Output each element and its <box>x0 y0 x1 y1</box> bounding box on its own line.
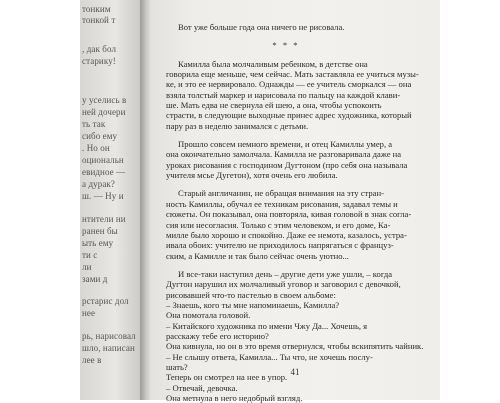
left-text-fragment: а дурак? <box>82 179 115 189</box>
text-line: страсти, в следующие выходные принес адрес художника, который <box>166 110 412 121</box>
text-line: ским, а Камилле и так было сейчас очень уютно... <box>166 250 349 261</box>
left-text-fragment: рь, нарисовал <box>82 331 136 341</box>
left-text-fragment: шло, написан <box>82 343 135 353</box>
text-line: Дугтон нарушил их молчаливый уговор и заговорил с девочкой, <box>166 279 401 290</box>
text-line: Прошло совсем немного времени, и отец Камиллы умер, а <box>178 139 393 150</box>
left-text-fragment: зами д <box>82 274 108 284</box>
text-line: – Отвечай, девочка. <box>166 382 238 393</box>
text-line: Она помотала головой. <box>166 310 251 321</box>
left-page <box>80 0 144 400</box>
paragraph <box>166 139 424 180</box>
text-line: Камилла была молчаливым ребенком, в детстве она <box>178 58 368 69</box>
left-text-fragment: ли <box>82 262 92 272</box>
left-text-fragment: нее <box>82 308 96 318</box>
text-line: взяла толстый маркер и нарисовала по пальцу на каждой клави- <box>166 89 401 100</box>
section-separator <box>166 40 424 50</box>
text-line: ше. Мать едва не свернула ей шею, а она, чтобы успокоить <box>166 100 382 111</box>
left-text-fragment: ть так <box>82 119 106 129</box>
text-line: * * * <box>272 40 300 51</box>
text-line: рисовавшей что-то пастелью в своем альбоме: <box>166 289 336 300</box>
left-text-fragment: нтители ни <box>82 214 126 224</box>
paragraph <box>166 59 424 131</box>
left-text-fragment: ранен бы <box>82 226 118 236</box>
left-text-fragment: тонким <box>82 4 111 14</box>
text-line: она окончательно замолчала. Камилла не разговаривала даже на <box>166 149 402 160</box>
text-line: уроках рисования с господином Дугтоном (про себя она называла <box>166 159 408 170</box>
text-line: пару раз в неделю занимался с детьми. <box>166 120 309 131</box>
paragraph-gap <box>166 261 424 269</box>
paragraph-gap <box>166 180 424 188</box>
left-text-fragment: у уселись в <box>82 95 127 105</box>
paragraph-gap <box>166 131 424 139</box>
page-text <box>166 22 424 403</box>
text-line: Старый англичанин, не обращая внимания на эту стран- <box>178 188 384 199</box>
text-line: Вот уже больше года она ничего не рисовала. <box>178 22 345 32</box>
left-text-fragment: сибо ему <box>82 131 118 141</box>
text-line: Она метнула в него недобрый взгляд. <box>166 393 303 403</box>
text-line: – Китайского художника по имени Чжу Да... Хочешь, я <box>166 320 368 331</box>
paragraph-gap <box>166 32 424 40</box>
left-text-fragment: рстарис дол <box>82 296 129 306</box>
page-number: 41 <box>290 367 300 377</box>
text-line: ке, и это ее нервировало. Однажды — ее учитель сморкался — она <box>166 79 412 90</box>
left-text-fragment: , дак бол <box>82 44 117 54</box>
text-line: – Знаешь, кого ты мне напоминаешь, Камилла? <box>166 299 340 310</box>
paragraph <box>166 188 424 260</box>
text-line: сюжеты. Он показывал, она повторяла, кивая головой в знак согла- <box>166 209 412 220</box>
text-line: Она кивнула, но он в это время отвернулся, чтобы вскипятить чайник. <box>166 341 424 352</box>
left-text-fragment: . Но он <box>82 143 110 153</box>
text-line: говорила еще меньше, чем сейчас. Мать заставляла ее учиться музы- <box>166 69 419 80</box>
left-text-fragment: евидное — <box>82 167 126 177</box>
text-line: – Не слышу ответа, Камилла... Ты что, не хочешь послу- <box>166 351 373 362</box>
left-text-fragment: тонкой т <box>82 15 116 25</box>
left-text-fragment: ней дочери <box>82 107 126 117</box>
paragraph <box>166 22 424 32</box>
paragraph-gap <box>166 51 424 59</box>
text-line: расскажу тебе его историю? <box>166 330 269 341</box>
paragraph <box>166 269 424 403</box>
text-line: ность Камиллы, обучал ее техникам рисования, задавал темы и <box>166 198 398 209</box>
text-line: сия или несогласия. Только с этим человеком, и его доме, Ка- <box>166 219 391 230</box>
text-line: И все-таки наступил день – другие дети уже ушли, – когда <box>178 268 393 279</box>
text-line: ивала обоих: учителю не приходилось напрягаться с француз- <box>166 240 394 251</box>
text-line: учителя мсье Дугетон), хотя очень его любила. <box>166 170 338 181</box>
text-line: милле было хорошо и спокойно. Даже ее немота, казалось, устра- <box>166 229 407 240</box>
left-text-fragment: оциональн <box>82 155 124 165</box>
text-line: Теперь он смотрел на нее в упор. <box>166 372 288 383</box>
left-text-fragment: старику! <box>82 56 116 66</box>
left-text-fragment: ыть ему <box>82 238 114 248</box>
left-text-fragment: ти с <box>82 250 98 260</box>
text-line: шать? <box>166 361 188 372</box>
left-text-fragment: лее в <box>82 355 102 365</box>
left-text-fragment: ш. — Ну и <box>82 191 124 201</box>
